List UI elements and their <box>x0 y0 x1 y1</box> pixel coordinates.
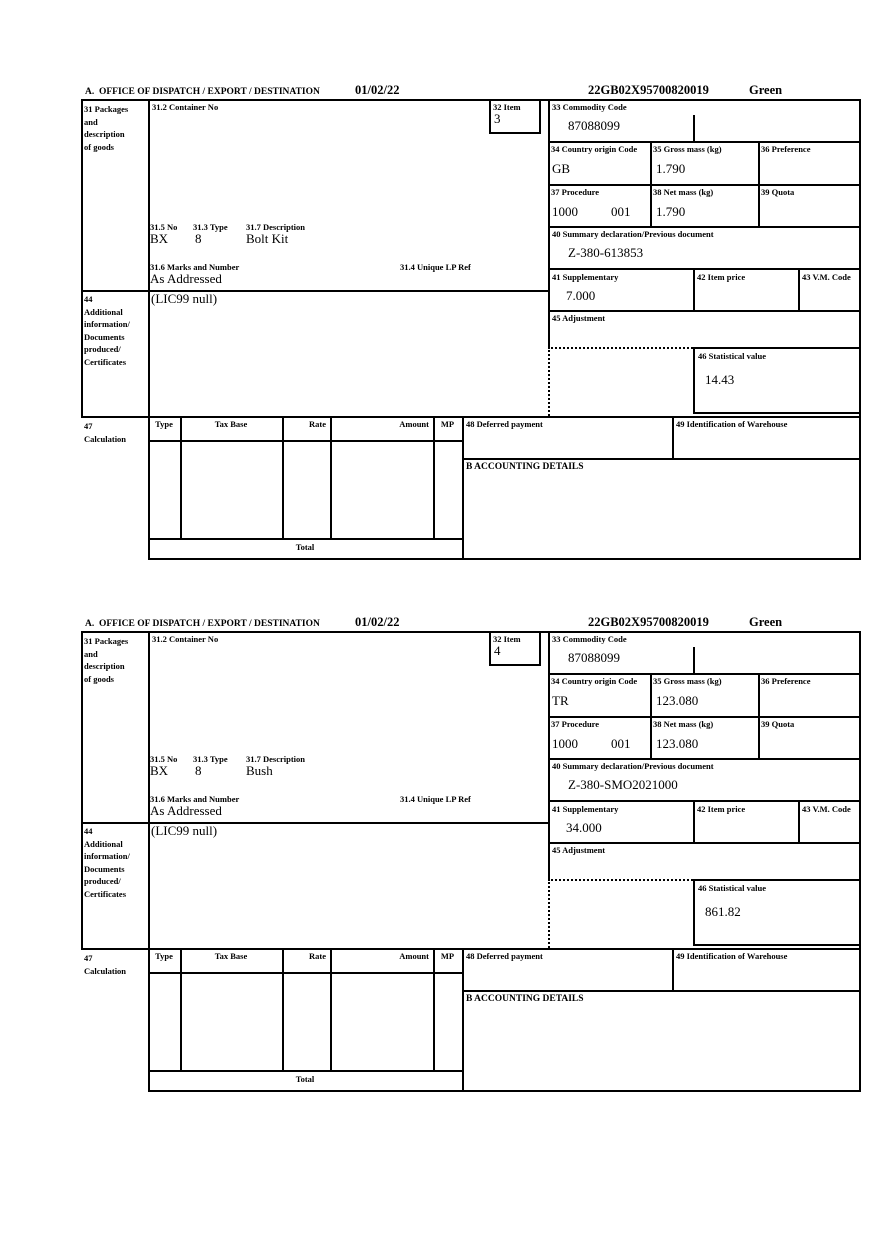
grid-line <box>859 99 861 560</box>
net-mass-value: 1.790 <box>656 204 686 219</box>
calc-rate-header: Rate <box>309 951 326 961</box>
grid-line <box>489 631 491 664</box>
grid-line <box>693 879 861 881</box>
package-no-value: BX <box>150 763 169 778</box>
procedure-suffix-value: 001 <box>611 736 631 751</box>
box47-label: 47 Calculation <box>84 421 127 444</box>
grid-line <box>148 631 150 948</box>
calc-total-label: Total <box>295 542 315 552</box>
accounting-details-label: B ACCOUNTING DETAILS <box>466 994 584 1004</box>
declaration-item-section <box>81 82 861 564</box>
package-description-label: 31.7 Description <box>246 222 306 232</box>
gross-mass-value: 1.790 <box>656 161 686 176</box>
package-type-label: 31.3 Type <box>193 222 228 232</box>
grid-line <box>539 99 541 132</box>
grid-line <box>462 990 861 992</box>
grid-line <box>330 416 332 538</box>
grid-line <box>672 416 674 458</box>
supplementary-label: 41 Supplementary <box>552 804 619 814</box>
declaration-item-section <box>81 614 861 1096</box>
vm-code-label: 43 V.M. Code <box>802 804 851 814</box>
package-description-label: 31.7 Description <box>246 754 306 764</box>
item-number-value: 4 <box>494 643 501 658</box>
package-no-value: BX <box>150 231 169 246</box>
grid-line <box>548 268 861 270</box>
grid-line <box>148 1090 861 1092</box>
dotted-divider <box>548 347 550 416</box>
country-origin-value: GB <box>552 161 571 176</box>
marks-numbers-value: As Addressed <box>150 803 222 818</box>
warehouse-id-label: 49 Identification of Warehouse <box>676 419 788 429</box>
grid-line <box>81 99 861 101</box>
calc-mp-header: MP <box>440 419 455 429</box>
commodity-code-value: 87088099 <box>568 118 620 133</box>
summary-declaration-value: Z-380-613853 <box>568 245 644 260</box>
grid-line <box>693 268 695 310</box>
box44-label: 44 Additional information/ Documents produced/ Certificates <box>84 294 130 367</box>
goods-description-value: Bush <box>246 763 273 778</box>
country-origin-label: 34 Country origin Code <box>551 144 638 154</box>
office-of-dispatch-label: A. OFFICE OF DISPATCH / EXPORT / DESTINATION <box>85 619 320 629</box>
marks-numbers-value: As Addressed <box>150 271 222 286</box>
statistical-value-label: 46 Statistical value <box>698 351 766 361</box>
grid-line <box>693 347 861 349</box>
declaration-reference: 22GB02X95700820019 <box>588 83 709 97</box>
dotted-divider <box>548 879 693 881</box>
grid-line <box>282 948 284 1070</box>
routing-channel: Green <box>749 615 783 629</box>
container-no-label: 31.2 Container No <box>152 102 219 112</box>
procedure-label: 37 Procedure <box>551 187 600 197</box>
grid-line <box>758 673 760 758</box>
grid-line <box>548 310 861 312</box>
grid-line <box>548 226 861 228</box>
summary-declaration-label: 40 Summary declaration/Previous document <box>552 229 714 239</box>
grid-line <box>798 268 800 310</box>
grid-line <box>489 664 541 666</box>
net-mass-label: 38 Net mass (kg) <box>653 187 714 197</box>
grid-line <box>859 631 861 1092</box>
grid-line <box>81 99 83 416</box>
dotted-divider <box>548 347 693 349</box>
item-price-label: 42 Item price <box>697 804 746 814</box>
item-number-value: 3 <box>494 111 501 126</box>
additional-info-value: (LIC99 null) <box>151 823 218 838</box>
vm-code-label: 43 V.M. Code <box>802 272 851 282</box>
grid-line <box>81 416 861 418</box>
grid-line <box>693 412 861 414</box>
procedure-suffix-value: 001 <box>611 204 631 219</box>
declaration-reference: 22GB02X95700820019 <box>588 615 709 629</box>
box47-label: 47 Calculation <box>84 953 127 976</box>
grid-line <box>148 1070 462 1072</box>
grid-line <box>548 758 861 760</box>
grid-line <box>548 673 861 675</box>
grid-line <box>798 800 800 842</box>
package-no-label: 31.5 No <box>150 754 178 764</box>
summary-declaration-value: Z-380-SMO2021000 <box>568 777 678 792</box>
grid-line <box>180 948 182 1070</box>
commodity-code-label: 33 Commodity Code <box>552 634 627 644</box>
grid-line <box>148 99 150 416</box>
container-no-label: 31.2 Container No <box>152 634 219 644</box>
commodity-code-label: 33 Commodity Code <box>552 102 627 112</box>
grid-line <box>693 800 695 842</box>
grid-line <box>650 673 652 758</box>
preference-label: 36 Preference <box>761 676 811 686</box>
grid-line <box>462 416 464 558</box>
supplementary-label: 41 Supplementary <box>552 272 619 282</box>
grid-line <box>462 458 861 460</box>
item-label: 32 Item <box>493 102 521 112</box>
calc-type-header: Type <box>155 951 173 961</box>
grid-line <box>148 416 150 558</box>
grid-line <box>433 416 435 538</box>
calc-tax-base-header: Tax Base <box>214 951 248 961</box>
warehouse-id-label: 49 Identification of Warehouse <box>676 951 788 961</box>
item-price-label: 42 Item price <box>697 272 746 282</box>
deferred-payment-label: 48 Deferred payment <box>466 951 543 961</box>
deferred-payment-label: 48 Deferred payment <box>466 419 543 429</box>
procedure-label: 37 Procedure <box>551 719 600 729</box>
grid-line <box>548 800 861 802</box>
additional-info-value: (LIC99 null) <box>151 291 218 306</box>
accounting-details-label: B ACCOUNTING DETAILS <box>466 462 584 472</box>
gross-mass-label: 35 Gross mass (kg) <box>653 144 722 154</box>
grid-line <box>758 141 760 226</box>
calc-amount-header: Amount <box>399 419 429 429</box>
statistical-value-value: 861.82 <box>705 904 741 919</box>
grid-line <box>180 416 182 538</box>
grid-line <box>81 948 861 950</box>
package-type-label: 31.3 Type <box>193 754 228 764</box>
grid-line <box>548 141 861 143</box>
office-of-dispatch-label: A. OFFICE OF DISPATCH / EXPORT / DESTINATION <box>85 87 320 97</box>
supplementary-value: 7.000 <box>566 288 596 303</box>
box44-label: 44 Additional information/ Documents produced/ Certificates <box>84 826 130 899</box>
net-mass-value: 123.080 <box>656 736 699 751</box>
grid-line <box>81 631 83 948</box>
package-no-label: 31.5 No <box>150 222 178 232</box>
preference-label: 36 Preference <box>761 144 811 154</box>
grid-line <box>148 440 462 442</box>
grid-line <box>672 948 674 990</box>
declaration-date: 01/02/22 <box>355 83 400 97</box>
routing-channel: Green <box>749 83 783 97</box>
grid-line <box>433 948 435 1070</box>
grid-line <box>282 416 284 538</box>
procedure-value: 1000 <box>552 736 578 751</box>
grid-line <box>489 99 491 132</box>
quota-label: 39 Quota <box>761 187 795 197</box>
grid-line <box>539 631 541 664</box>
grid-line <box>148 538 462 540</box>
calc-rate-header: Rate <box>309 419 326 429</box>
grid-line <box>148 558 861 560</box>
item-label: 32 Item <box>493 634 521 644</box>
calc-mp-header: MP <box>440 951 455 961</box>
box31-label: 31 Packages and description of goods <box>84 104 129 152</box>
marks-numbers-label: 31.6 Marks and Number <box>150 262 240 272</box>
grid-line <box>693 944 861 946</box>
grid-line <box>489 132 541 134</box>
statistical-value-value: 14.43 <box>705 372 735 387</box>
gross-mass-value: 123.080 <box>656 693 699 708</box>
calc-type-header: Type <box>155 419 173 429</box>
adjustment-label: 45 Adjustment <box>552 845 606 855</box>
goods-description-value: Bolt Kit <box>246 231 289 246</box>
grid-line <box>548 842 861 844</box>
net-mass-label: 38 Net mass (kg) <box>653 719 714 729</box>
declaration-date: 01/02/22 <box>355 615 400 629</box>
box31-label: 31 Packages and description of goods <box>84 636 129 684</box>
country-origin-value: TR <box>552 693 569 708</box>
adjustment-label: 45 Adjustment <box>552 313 606 323</box>
procedure-value: 1000 <box>552 204 578 219</box>
dotted-divider <box>548 879 550 948</box>
grid-line <box>81 631 861 633</box>
country-origin-label: 34 Country origin Code <box>551 676 638 686</box>
unique-lp-ref-label: 31.4 Unique LP Ref <box>400 794 471 804</box>
package-type-value: 8 <box>195 231 202 246</box>
grid-line <box>693 115 695 141</box>
grid-line <box>693 647 695 673</box>
unique-lp-ref-label: 31.4 Unique LP Ref <box>400 262 471 272</box>
statistical-value-label: 46 Statistical value <box>698 883 766 893</box>
grid-line <box>148 948 150 1090</box>
calc-amount-header: Amount <box>399 951 429 961</box>
summary-declaration-label: 40 Summary declaration/Previous document <box>552 761 714 771</box>
grid-line <box>548 184 861 186</box>
package-type-value: 8 <box>195 763 202 778</box>
gross-mass-label: 35 Gross mass (kg) <box>653 676 722 686</box>
grid-line <box>693 879 695 944</box>
grid-line <box>462 948 464 1090</box>
grid-line <box>148 972 462 974</box>
calc-total-label: Total <box>295 1074 315 1084</box>
marks-numbers-label: 31.6 Marks and Number <box>150 794 240 804</box>
quota-label: 39 Quota <box>761 719 795 729</box>
grid-line <box>693 347 695 412</box>
grid-line <box>548 716 861 718</box>
grid-line <box>650 141 652 226</box>
supplementary-value: 34.000 <box>566 820 602 835</box>
commodity-code-value: 87088099 <box>568 650 620 665</box>
calc-tax-base-header: Tax Base <box>214 419 248 429</box>
grid-line <box>330 948 332 1070</box>
